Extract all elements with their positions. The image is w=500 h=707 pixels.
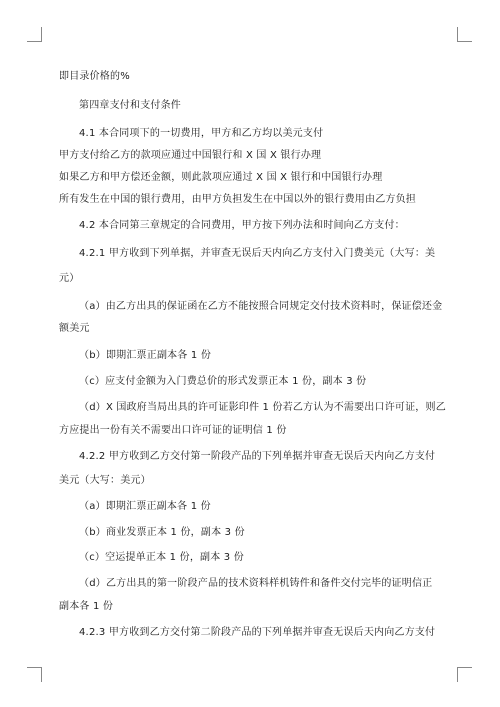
text-line: 副本各 1 份 xyxy=(59,601,114,612)
list-item: （b）商业发票正本 1 份，副本 3 份 xyxy=(79,527,245,538)
text-line: 额美元 xyxy=(59,323,90,334)
text-line: 元） xyxy=(59,273,80,284)
text-line: 4.2 本合同第三章规定的合同费用，甲方按下列办法和时间向乙方支付： xyxy=(79,220,405,231)
list-item: （d）X 国政府当局出具的许可证影印件 1 份若乙方认为不需要出口许可证，则乙 xyxy=(79,402,446,413)
text-line: 美元（大写：美元） xyxy=(59,475,151,486)
list-item: （c）空运提单正本 1 份，副本 3 份 xyxy=(79,552,244,563)
list-item: （a）即期汇票正副本各 1 份 xyxy=(79,501,211,512)
text-line: 方应提出一份有关不需要出口许可证的证明信 1 份 xyxy=(59,425,287,436)
text-line: （a）由乙方出具的保证函在乙方不能按照合同规定交付技术资料时，保证偿还金 xyxy=(79,301,443,312)
chapter-heading: 第四章支付和支付条件 xyxy=(79,100,181,111)
list-item: （b）即期汇票正副本各 1 份 xyxy=(79,350,212,361)
text-line: 甲方支付给乙方的款项应通过中国银行和 X 国 X 银行办理 xyxy=(59,150,322,161)
text-line: 4.1 本合同项下的一切费用，甲方和乙方均以美元支付 xyxy=(79,128,324,139)
list-item: （c）应支付金额为入门费总价的形式发票正本 1 份，副本 3 份 xyxy=(79,376,367,387)
list-item: （d）乙方出具的第一阶段产品的技术资料样机铸件和备件交付完毕的证明信正 xyxy=(79,578,433,589)
text-line: 4.2.2 甲方收到乙方交付第一阶段产品的下列单据并审查无误后天内向乙方支付 xyxy=(79,451,436,462)
text-line: 即目录价格的% xyxy=(59,71,130,82)
text-line: 所有发生在中国的银行费用，由甲方负担发生在中国以外的银行费用由乙方负担 xyxy=(59,194,416,205)
text-line: 4.2.3 甲方收到乙方交付第二阶段产品的下列单据并审查无误后天内向乙方支付 xyxy=(79,627,436,638)
text-line: 4.2.1 甲方收到下列单据，并审查无误后天内向乙方支付入门费美元（大写：美 xyxy=(79,248,436,259)
text-line: 如果乙方和甲方偿还金额，则此款项应通过 X 国 X 银行和中国银行办理 xyxy=(59,172,383,183)
